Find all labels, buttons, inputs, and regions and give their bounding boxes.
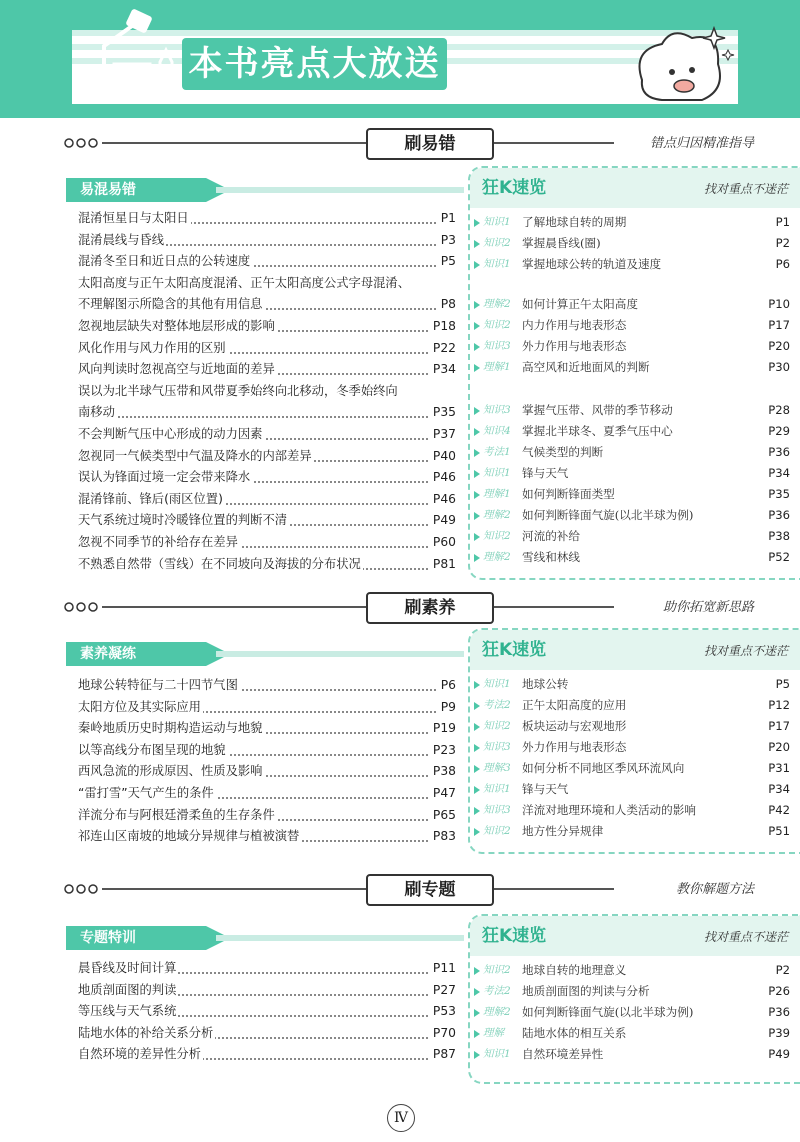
list-item[interactable]: 自然环境的差异性分析 P87 [78, 1044, 456, 1066]
list-item[interactable]: 风向判读时忽视高空与近地面的差异 P34 [78, 359, 456, 381]
list-item[interactable]: 以等高线分布图呈现的地貌 P23 [78, 740, 456, 762]
knowledge-item[interactable]: 知识2 河流的补给 P38 [470, 526, 782, 547]
panel-title: 狂K速览 [482, 926, 547, 946]
list-item[interactable]: 不会判断气压中心形成的动力因素 P37 [78, 424, 456, 446]
panel-slogan: 找对重点不迷茫 [703, 182, 788, 196]
knowledge-item[interactable]: 理解2 如何判断锋面气旋(以北半球为例) P36 [470, 505, 782, 526]
list-item[interactable]: 误认为锋面过境一定会带来降水 P46 [78, 467, 456, 489]
desk-lamp-icon [84, 6, 184, 106]
knowledge-item[interactable]: 知识2 地方性分异规律 P51 [470, 821, 782, 842]
knowledge-item[interactable]: 知识2 板块运动与宏观地形 P17 [470, 716, 782, 737]
special-topic-list [78, 958, 456, 1066]
knowledge-item[interactable]: 知识1 锋与天气 P34 [470, 779, 782, 800]
knowledge-item[interactable]: 理解2 如何判断锋面气旋(以北半球为例) P36 [470, 1002, 782, 1023]
rings-icon [62, 881, 102, 897]
list-item[interactable]: “雷打雪”天气产生的条件 P47 [78, 783, 456, 805]
list-item[interactable]: 地球公转特征与二十四节气图 P6 [78, 675, 456, 697]
section-slogan: 错点归因精准指导 [649, 136, 754, 151]
list-item[interactable]: 风化作用与风力作用的区别 P22 [78, 338, 456, 360]
alpaca-mascot-icon [622, 20, 742, 116]
knowledge-item[interactable]: 理解2 如何计算正午太阳高度 P10 [470, 294, 782, 315]
panel-title: 狂K速览 [482, 640, 547, 660]
knowledge-item[interactable]: 理解2 雪线和林线 P52 [470, 547, 782, 568]
quick-review-panel [468, 914, 800, 1084]
knowledge-item[interactable]: 知识3 掌握气压带、风带的季节移动 P28 [470, 400, 782, 421]
list-item[interactable]: 西风急流的形成原因、性质及影响 P38 [78, 761, 456, 783]
quick-review-panel [468, 166, 800, 580]
knowledge-item[interactable]: 理解 陆地水体的相互关系 P39 [470, 1023, 782, 1044]
section-slogan: 助你拓宽新思路 [662, 600, 754, 615]
knowledge-item[interactable]: 知识2 内力作用与地表形态 P17 [470, 315, 782, 336]
list-item[interactable]: 天气系统过境时冷暖锋位置的判断不清 P49 [78, 510, 456, 532]
list-item[interactable]: 混淆晨线与昏线 P3 [78, 230, 456, 252]
list-item[interactable]: 混淆恒星日与太阳日 P1 [78, 208, 456, 230]
list-item[interactable]: 洋流分布与阿根廷滑柔鱼的生存条件 P65 [78, 805, 456, 827]
knowledge-item[interactable]: 知识1 锋与天气 P34 [470, 463, 782, 484]
panel-slogan: 找对重点不迷茫 [703, 930, 788, 944]
rings-icon [62, 599, 102, 615]
knowledge-item[interactable]: 知识3 洋流对地理环境和人类活动的影响 P42 [470, 800, 782, 821]
list-item[interactable]: 秦岭地质历史时期构造运动与地貌 P19 [78, 718, 456, 740]
rings-icon [62, 135, 102, 151]
knowledge-item[interactable]: 知识2 掌握晨昏线(圈) P2 [470, 233, 782, 254]
page-banner [0, 0, 800, 118]
literacy-topic-list [78, 675, 456, 848]
knowledge-item[interactable]: 知识1 地球公转 P5 [470, 674, 782, 695]
subsection-label: 素养凝练 [66, 642, 206, 666]
knowledge-item[interactable]: 知识3 外力作用与地表形态 P20 [470, 737, 782, 758]
section-header-shuazhuanti [62, 874, 754, 904]
error-topic-list [78, 208, 456, 575]
list-item[interactable]: 南移动 P35 [78, 402, 456, 424]
knowledge-item[interactable]: 理解1 高空风和近地面风的判断 P30 [470, 357, 782, 378]
subsection-label: 易混易错 [66, 178, 206, 202]
list-item[interactable]: 地质剖面图的判读 P27 [78, 980, 456, 1002]
knowledge-item[interactable]: 知识1 了解地球自转的周期 P1 [470, 212, 782, 233]
section-slogan: 教你解题方法 [675, 882, 754, 897]
panel-slogan: 找对重点不迷茫 [703, 644, 788, 658]
list-item[interactable]: 忽视同一气候类型中气温及降水的内部差异 P40 [78, 446, 456, 468]
page-number: Ⅳ [387, 1104, 415, 1132]
banner-title: 本书亮点大放送 [182, 38, 447, 90]
section-header-shuasuyang [62, 592, 754, 622]
section-title: 刷素养 [366, 592, 494, 624]
list-item[interactable]: 太阳高度与正午太阳高度混淆、正午太阳高度公式字母混淆、 [78, 273, 456, 295]
list-item[interactable]: 祁连山区南坡的地域分异规律与植被演替 P83 [78, 826, 456, 848]
list-item[interactable]: 忽视地层缺失对整体地层形成的影响 P18 [78, 316, 456, 338]
knowledge-item[interactable]: 知识1 自然环境差异性 P49 [470, 1044, 782, 1065]
subsection-label: 专题特训 [66, 926, 206, 950]
section-header-shuayicuo [62, 128, 754, 158]
list-item[interactable]: 误以为北半球气压带和风带夏季始终向北移动，冬季始终向 [78, 381, 456, 403]
list-item[interactable]: 陆地水体的补给关系分析 P70 [78, 1023, 456, 1045]
list-item[interactable]: 混淆冬至日和近日点的公转速度 P5 [78, 251, 456, 273]
knowledge-item[interactable]: 理解3 如何分析不同地区季风环流风向 P31 [470, 758, 782, 779]
knowledge-item[interactable]: 知识3 外力作用与地表形态 P20 [470, 336, 782, 357]
panel-title: 狂K速览 [482, 178, 547, 198]
list-item[interactable]: 不理解图示所隐含的其他有用信息 P8 [78, 294, 456, 316]
knowledge-item[interactable]: 知识4 掌握北半球冬、夏季气压中心 P29 [470, 421, 782, 442]
quick-review-panel [468, 628, 800, 854]
list-item[interactable]: 晨昏线及时间计算 P11 [78, 958, 456, 980]
knowledge-item[interactable]: 考法1 气候类型的判断 P36 [470, 442, 782, 463]
list-item[interactable]: 忽视不同季节的补给存在差异 P60 [78, 532, 456, 554]
knowledge-item[interactable]: 理解1 如何判断锋面类型 P35 [470, 484, 782, 505]
list-item[interactable]: 不熟悉自然带（雪线）在不同坡向及海拔的分布状况 P81 [78, 554, 456, 576]
knowledge-item[interactable]: 知识1 掌握地球公转的轨道及速度 P6 [470, 254, 782, 275]
list-item[interactable]: 太阳方位及其实际应用 P9 [78, 697, 456, 719]
list-item[interactable]: 等压线与天气系统 P53 [78, 1001, 456, 1023]
list-item[interactable]: 混淆锋前、锋后(雨区位置) P46 [78, 489, 456, 511]
section-title: 刷专题 [366, 874, 494, 906]
knowledge-item[interactable]: 考法2 地质剖面图的判读与分析 P26 [470, 981, 782, 1002]
section-title: 刷易错 [366, 128, 494, 160]
knowledge-item[interactable]: 知识2 地球自转的地理意义 P2 [470, 960, 782, 981]
knowledge-item[interactable]: 考法2 正午太阳高度的应用 P12 [470, 695, 782, 716]
